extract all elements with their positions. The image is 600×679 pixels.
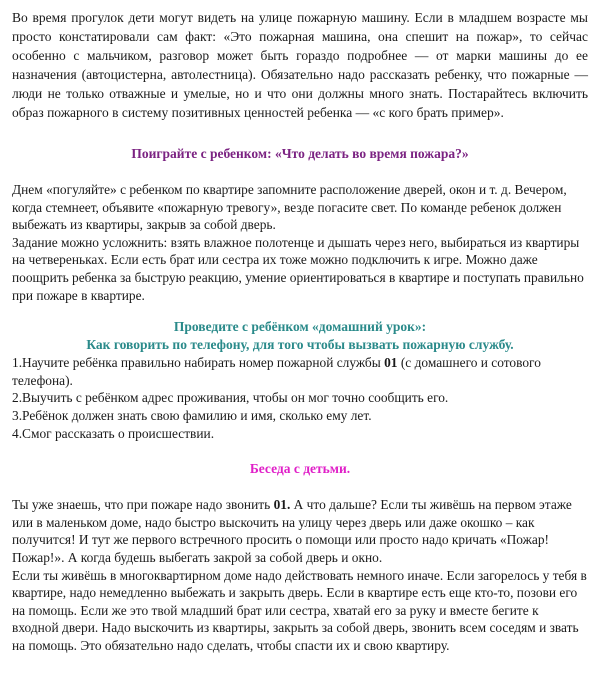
- game-paragraph-2: Задание можно усложнить: взять влажное полотенце и дышать через него, выбираться из квартиры на четвереньках. Если есть брат или сестра их тоже можно подключить к игре. Можно даже поощрить ребенка за быструю реакцию, умение ориентироваться в квартире и поступать правильно при пожаре в квартире.: [12, 234, 584, 303]
- lesson-list: [12, 354, 588, 442]
- list-item: 3.Ребёнок должен знать свою фамилию и имя, сколько ему лет.: [12, 407, 372, 423]
- list-item-text: 1.Научите ребёнка правильно набирать номер пожарной службы: [12, 355, 385, 371]
- lesson-heading: [12, 318, 588, 354]
- lesson-heading-line-1: Проведите с ребёнком «домашний урок»:: [173, 319, 427, 335]
- talk-text: Ты уже знаешь, что при пожаре надо звонить: [12, 497, 274, 513]
- lesson-heading-line-2: Как говорить по телефону, для того чтобы вызвать пожарную службу.: [86, 337, 514, 353]
- section-heading-game: Поиграйте с ребенком: «Что делать во время пожара?»: [131, 146, 469, 161]
- talk-paragraph-2: Если ты живёшь в многоквартирном доме надо действовать немного иначе. Если загорелось у тебя в квартире, надо немедленно выбежать и закрыть дверь. Если в квартире есть еще кто-то, позови его на помощь. Если же это твой младший брат или сестра, хватай его за руку и вместе бегите к входной двери. Надо выскочить из квартиры, закрыть за собой дверь, звонить всем соседям и звать на помощь. Это обязательно надо сделать, чтобы спасти их и свою квартиру.: [12, 567, 587, 653]
- section-heading-talk: Беседа с детьми.: [249, 461, 351, 477]
- talk-paragraph-1: [12, 496, 588, 566]
- talk-section-body: [12, 496, 588, 654]
- list-item: 2.Выучить с ребёнком адрес проживания, чтобы он мог точно сообщить его.: [12, 390, 449, 406]
- list-item-text: (с домашнего и сотового телефона).: [12, 355, 541, 388]
- intro-paragraph: Во время прогулок дети могут видеть на улице пожарную машину. Если в младшем возрасте мы просто констатировали сам факт: «Это пожарная машина, она спешит на пожар», то сейчас особенно с мальчиком, разговор может быть гораздо подробнее — от марки машины до ее назначения (автоцистерна, автолестница). Обязательно надо рассказать ребенку, что пожарные — люди не только отважные и умелые, но и что они должны много знать. Постарайтесь включить образ пожарного в систему позитивных ценностей ребенка — «с кого брать пример».: [12, 10, 588, 120]
- talk-text: А что дальше? Если ты живёшь на первом этаже или в маленьком доме, надо быстро выскочить на улицу через дверь или даже окошко – как получится! И тут же первого встречного просить о помощи или просто надо кричать «Пожар! Пожар!». А когда будешь выбегать закрой за собой дверь и окно.: [12, 497, 572, 565]
- game-section-body: [12, 181, 588, 304]
- list-item: 4.Смог рассказать о происшествии.: [12, 425, 215, 441]
- list-item: [12, 354, 588, 389]
- game-paragraph-1: Днем «погуляйте» с ребенком по квартире запомните расположение дверей, окон и т. д. Вечером, когда стемнеет, объявите «пожарную тревогу», везде погасите свет. По команде ребенок должен выбежать из квартиры, закрыв за собой дверь.: [12, 182, 567, 233]
- fire-number: 01.: [273, 497, 291, 513]
- fire-number: 01: [384, 355, 398, 371]
